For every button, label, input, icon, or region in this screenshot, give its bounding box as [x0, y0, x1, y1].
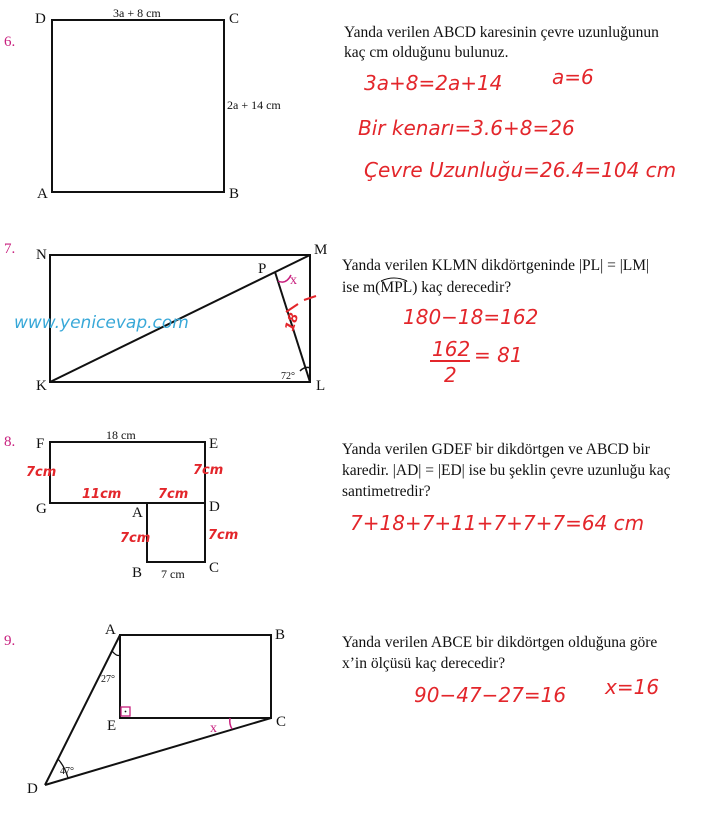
angle-x-arc [230, 718, 232, 729]
answer-7-numerator: 162 [432, 337, 471, 361]
problem-6 [4, 6, 676, 202]
segment-dc [45, 718, 271, 785]
problem-8-number: 8. [4, 434, 16, 450]
watermark: www.yenicevap.com [14, 313, 189, 333]
hand-gd-11cm: 11cm [82, 487, 122, 502]
angle-x-label: x [210, 721, 217, 736]
vertex-c-label: C [276, 714, 287, 730]
vertex-l-label: L [316, 378, 326, 394]
vertex-d-label: D [27, 781, 38, 797]
answer-9-result: x=16 [605, 675, 660, 699]
answer-6-a-value: a=6 [552, 65, 594, 89]
answer-7-denominator: 2 [444, 363, 457, 387]
bottom-side-length: 7 cm [161, 567, 185, 581]
vertex-g-label: G [36, 501, 47, 517]
question-7-line-1: Yanda verilen KLMN dikdörtgeninde |PL| = |LM| [342, 257, 650, 274]
vertex-m-label: M [314, 242, 328, 258]
top-side-length: 3a + 8 cm [113, 6, 161, 20]
answer-8: 7+18+7+11+7+7+7=64 cm [350, 511, 645, 535]
hand-18-label: 18 [282, 311, 303, 334]
problem-9-number: 9. [4, 633, 16, 649]
vertex-k-label: K [36, 378, 47, 394]
segment-ad [45, 635, 120, 785]
top-side-length: 18 cm [106, 428, 136, 442]
problem-7-number: 7. [4, 241, 16, 257]
answer-7-result: = 81 [474, 343, 523, 367]
rectangle-abce [120, 635, 271, 718]
hand-gd-7cm: 7cm [158, 487, 189, 502]
vertex-a-label: A [105, 622, 116, 638]
vertex-b-label: B [275, 627, 286, 643]
question-6-line-1: Yanda verilen ABCD karesinin çevre uzunluğunun [344, 24, 659, 41]
vertex-d-label: D [35, 11, 46, 27]
vertex-b-label: B [229, 186, 240, 202]
square-abcd [52, 20, 224, 192]
vertex-p-label: P [258, 261, 267, 277]
angle-47-label: 47° [60, 766, 74, 777]
vertex-n-label: N [36, 247, 47, 263]
vertex-b-label: B [132, 565, 143, 581]
angle-27-label: 27° [101, 674, 115, 685]
vertex-e-label: E [209, 436, 219, 452]
angle-x-label: x [290, 273, 297, 288]
hand-ab-7cm: 7cm [120, 531, 151, 546]
question-9-line-2: x’in ölçüsü kaç derecedir? [342, 655, 506, 672]
angle-l-label: 72° [281, 371, 295, 382]
problem-6-number: 6. [4, 34, 16, 50]
vertex-c-label: C [229, 11, 240, 27]
problem-8 [4, 428, 671, 581]
answer-9-equation: 90−47−27=16 [414, 683, 567, 707]
vertex-d-label: D [209, 499, 220, 515]
question-7-line-2: ise m(MPL) kaç derecedir? [342, 279, 512, 296]
right-angle-dot [125, 711, 127, 713]
answer-6-equation: 3a+8=2a+14 [364, 71, 503, 95]
vertex-c-label: C [209, 560, 220, 576]
answer-6-perimeter: Çevre Uzunluğu=26.4=104 cm [364, 158, 677, 182]
vertex-a-label: A [132, 505, 143, 521]
question-6-line-2: kaç cm olduğunu bulunuz. [344, 44, 509, 61]
tick-mark-pl [286, 304, 298, 312]
vertex-e-label: E [107, 718, 117, 734]
question-9-line-1: Yanda verilen ABCE bir dikdörtgen olduğuna göre [342, 634, 658, 651]
vertex-f-label: F [36, 436, 45, 452]
question-8-line-3: santimetredir? [342, 483, 431, 500]
question-8-line-2: karedir. |AD| = |ED| ise bu şeklin çevre uzunluğu kaç [342, 462, 671, 479]
answer-6-side: Bir kenarı=3.6+8=26 [358, 116, 575, 140]
answer-7-line-1: 180−18=162 [403, 305, 539, 329]
hand-right-7cm: 7cm [193, 463, 224, 478]
vertex-a-label: A [37, 186, 48, 202]
problem-9 [4, 622, 659, 797]
hand-dc-7cm: 7cm [208, 528, 239, 543]
right-side-length: 2a + 14 cm [227, 98, 281, 112]
hand-left-7cm: 7cm [26, 465, 57, 480]
square-abcd-8 [147, 503, 205, 562]
angle-27-arc [112, 651, 120, 656]
question-8-line-1: Yanda verilen GDEF bir dikdörtgen ve ABCD bir [342, 441, 650, 458]
